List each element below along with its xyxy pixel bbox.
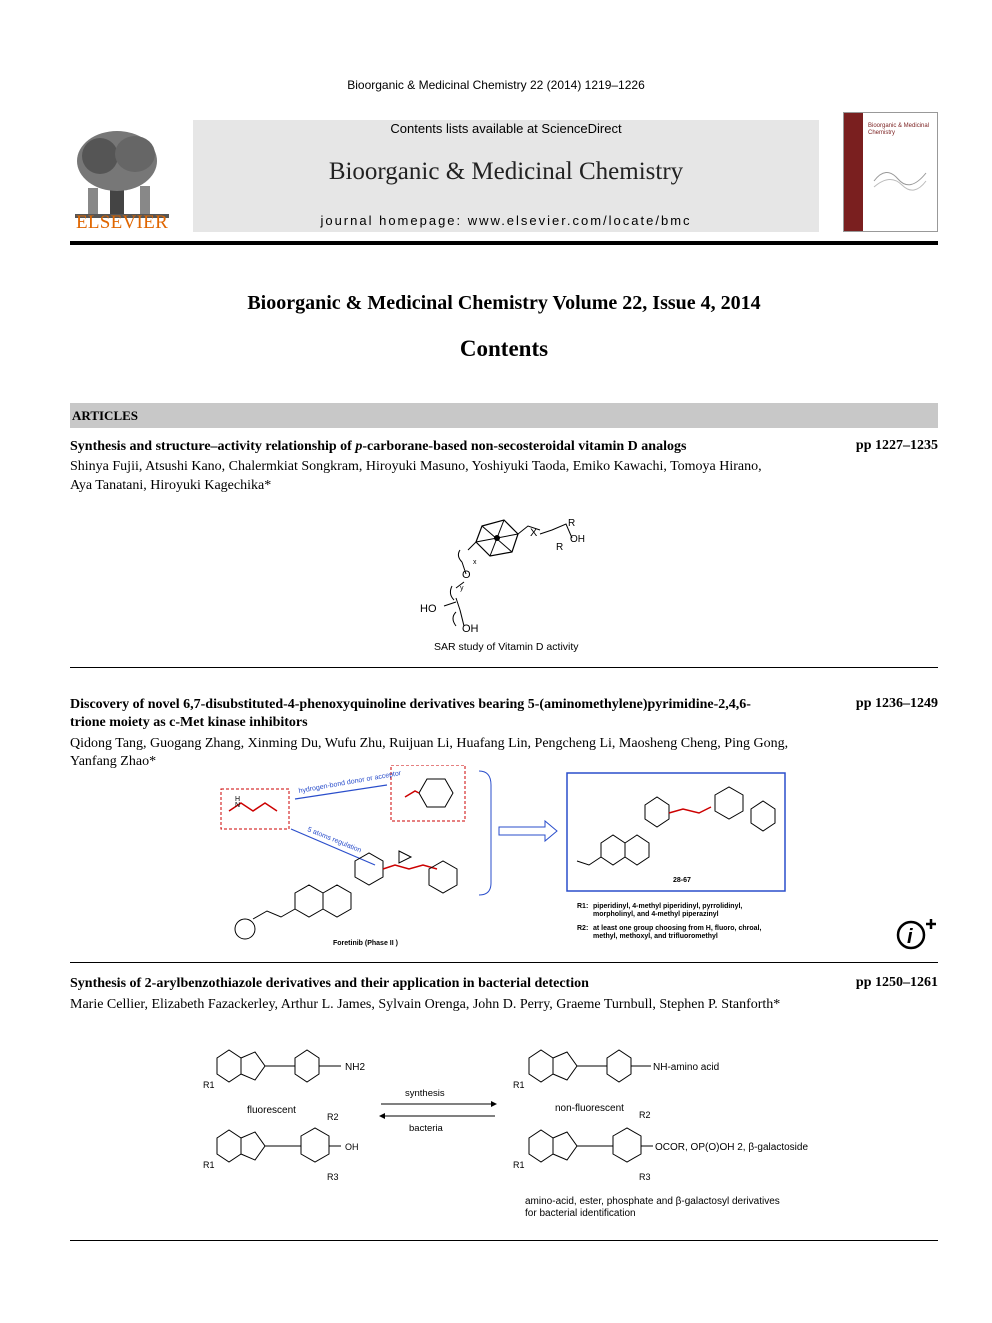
interactive-info-icon[interactable] bbox=[896, 916, 938, 950]
label-x-sub: x bbox=[473, 559, 477, 566]
label-y-sub: y bbox=[460, 585, 464, 592]
header-rule bbox=[70, 241, 938, 245]
compound-label: 28-67 bbox=[673, 877, 691, 884]
r1-label-d: R1 bbox=[513, 1160, 525, 1170]
svg-text:H: H bbox=[235, 796, 241, 803]
article-3-pages[interactable]: pp 1250–1261 bbox=[855, 975, 938, 990]
r1-label-a: R1 bbox=[203, 1080, 215, 1090]
label-x: X bbox=[530, 527, 538, 539]
nh-amino-label: NH-amino acid bbox=[653, 1062, 720, 1073]
article-2-authors-line1: Qidong Tang, Guogang Zhang, Xinming Du, Wufu Zhu, Ruijuan Li, Huafang Lin, Pengcheng Li, Maosheng Cheng, Ping Gong, bbox=[70, 736, 789, 751]
r2-desc-1: at least one group choosing from H, fluoro, chroal, bbox=[593, 925, 762, 932]
transform-arrow bbox=[499, 821, 557, 841]
r2-label-a: R2 bbox=[327, 1112, 339, 1122]
arrow-label-regulation: 5 atoms regulation bbox=[306, 826, 363, 855]
r3-label-b: R3 bbox=[639, 1172, 651, 1182]
figure-3-caption-2: for bacterial identification bbox=[525, 1208, 636, 1219]
journal-homepage-link[interactable]: journal homepage: www.elsevier.com/locate/bmc bbox=[320, 213, 692, 228]
cover-graphic bbox=[872, 161, 928, 191]
fragment-box-right bbox=[391, 765, 465, 821]
substituents-label: OCOR, OP(O)OH 2, β-galactoside bbox=[655, 1142, 809, 1153]
article-3-title[interactable]: Synthesis of 2-arylbenzothiazole derivatives and their application in bacterial detection bbox=[70, 976, 589, 991]
contents-available[interactable]: Contents lists available at ScienceDirect bbox=[390, 121, 622, 136]
article-2-title-line1[interactable]: Discovery of novel 6,7-disubstituted-4-phenoxyquinoline derivatives bearing 5-(aminomethylene)pyrimidine-2,4,6- bbox=[70, 697, 751, 712]
contents-heading: Contents bbox=[459, 336, 549, 361]
label-fluorescent: fluorescent bbox=[247, 1105, 296, 1116]
journal-cover-thumbnail bbox=[843, 112, 938, 232]
article-3-authors: Marie Cellier, Elizabeth Fazackerley, Arthur L. James, Sylvain Orenga, John D. Perry, Graeme Turnbull, Stephen P. Stanforth* bbox=[70, 997, 781, 1012]
cover-spine bbox=[844, 113, 863, 231]
article-1-title-post: -carborane-based non-secosteroidal vitamin D analogs bbox=[362, 439, 687, 454]
r1-desc-1: piperidinyl, 4-methyl piperidinyl, pyrrolidinyl, bbox=[593, 903, 743, 910]
article-1-title-italic: p bbox=[355, 439, 363, 454]
r2-label: R2: bbox=[577, 925, 589, 932]
r1-desc-2: morpholinyl, and 4-methyl piperazinyl bbox=[593, 911, 719, 918]
article-2-graphical-abstract bbox=[215, 765, 815, 955]
journal-citation: Bioorganic & Medicinal Chemistry 22 (2014) 1219–1226 bbox=[347, 78, 645, 92]
r1-label-b: R1 bbox=[203, 1160, 215, 1170]
r1-label: R1: bbox=[577, 903, 589, 910]
article-divider-3 bbox=[70, 1240, 938, 1241]
figure-3-caption-1: amino-acid, ester, phosphate and β-galactosyl derivatives bbox=[525, 1196, 780, 1207]
article-2-authors-line2: Yanfang Zhao* bbox=[70, 754, 157, 769]
drug-name: Foretinib (Phase II ) bbox=[333, 940, 398, 947]
article-3-graphical-abstract bbox=[195, 1030, 815, 1225]
arrow-label-hbond: hydrogen-bond donor or acceptor bbox=[298, 770, 402, 795]
figure-1-caption: SAR study of Vitamin D activity bbox=[434, 641, 579, 653]
label-o: O bbox=[462, 569, 471, 581]
article-divider-1 bbox=[70, 667, 938, 668]
nh2-label: NH2 bbox=[345, 1062, 366, 1073]
label-nonfluorescent: non-fluorescent bbox=[555, 1103, 624, 1114]
label-ho: HO bbox=[420, 603, 437, 615]
cover-title: Bioorganic & Medicinal Chemistry bbox=[868, 123, 930, 136]
article-1-title[interactable] bbox=[70, 438, 820, 456]
benzothiazole-bottom-right bbox=[513, 1110, 808, 1182]
svg-text:N: N bbox=[235, 802, 241, 809]
r3-label-a: R3 bbox=[327, 1172, 339, 1182]
article-2-title-line2[interactable]: trione moiety as c-Met kinase inhibitors bbox=[70, 715, 308, 730]
arrow-synthesis-label: synthesis bbox=[405, 1088, 445, 1099]
product-box bbox=[567, 773, 785, 891]
article-1-graphical-abstract bbox=[400, 510, 620, 658]
oh-label: OH bbox=[345, 1142, 359, 1152]
journal-title: Bioorganic & Medicinal Chemistry bbox=[328, 158, 684, 185]
r1-label-c: R1 bbox=[513, 1080, 525, 1090]
arrow-bacteria-label: bacteria bbox=[409, 1123, 443, 1134]
section-label: ARTICLES bbox=[72, 408, 139, 423]
r2-desc-2: methyl, methoxyl, and trifluoromethyl bbox=[593, 933, 718, 940]
r2-label-b: R2 bbox=[639, 1110, 651, 1120]
label-r1: R bbox=[568, 518, 576, 529]
elsevier-wordmark: ELSEVIER bbox=[75, 212, 169, 233]
issue-title: Bioorganic & Medicinal Chemistry Volume 22, Issue 4, 2014 bbox=[247, 292, 761, 314]
benzothiazole-top-left bbox=[203, 1050, 365, 1090]
article-divider-2 bbox=[70, 962, 938, 963]
benzothiazole-top-right bbox=[513, 1050, 719, 1090]
section-bar bbox=[70, 403, 938, 428]
label-oh1: OH bbox=[570, 534, 585, 545]
article-1-authors-line1: Shinya Fujii, Atsushi Kano, Chalermkiat Songkram, Hiroyuki Masuno, Yoshiyuki Taoda, Emiko Kawachi, Tomoya Hirano, bbox=[70, 459, 762, 474]
article-2-pages[interactable]: pp 1236–1249 bbox=[855, 696, 938, 711]
label-r2: R bbox=[556, 542, 564, 553]
article-1-title-pre: Synthesis and structure–activity relationship of bbox=[70, 439, 356, 454]
article-1-pages[interactable]: pp 1227–1235 bbox=[855, 438, 938, 453]
benzothiazole-bottom-left bbox=[203, 1112, 359, 1182]
article-1-authors-line2: Aya Tanatani, Hiroyuki Kagechika* bbox=[70, 478, 272, 493]
label-oh2: OH bbox=[462, 623, 479, 635]
svg-text:i: i bbox=[907, 926, 913, 948]
